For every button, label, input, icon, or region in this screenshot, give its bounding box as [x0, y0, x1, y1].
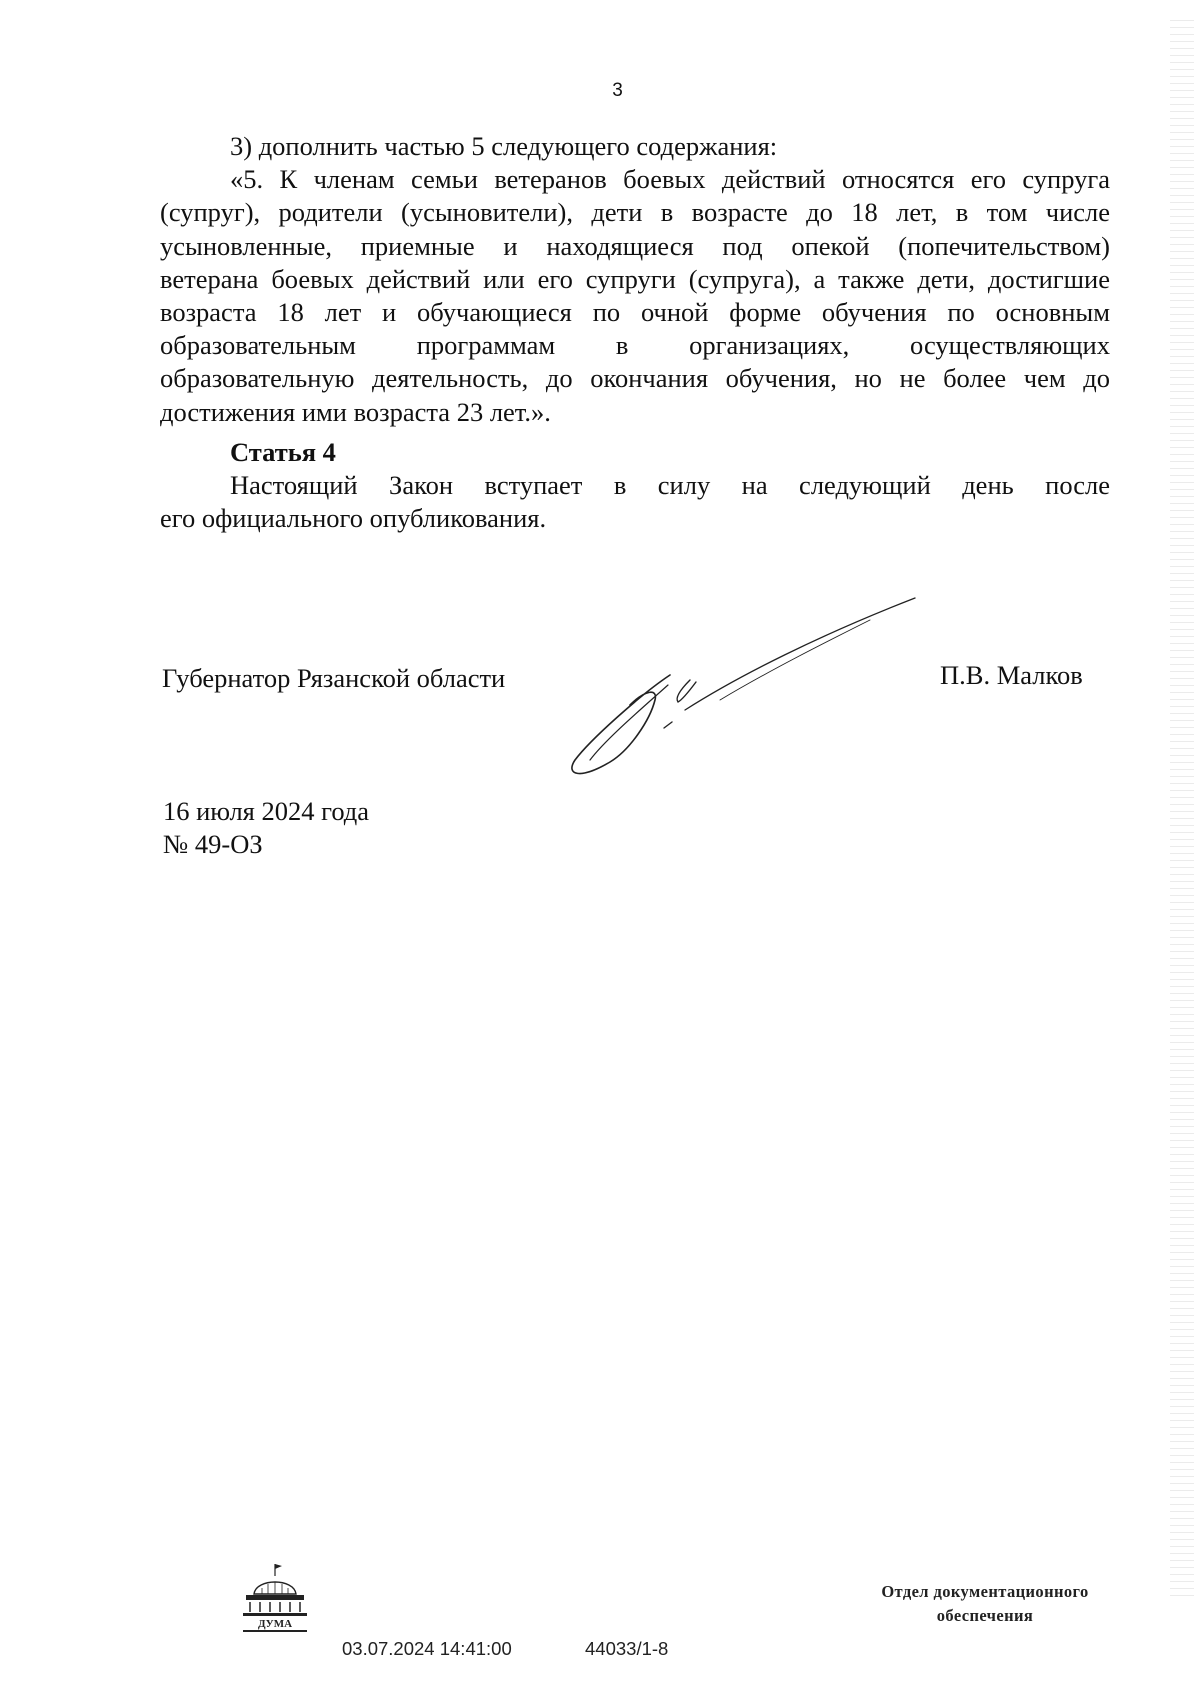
law-number: № 49-ОЗ: [163, 829, 263, 859]
quote-line: ветерана боевых действий или его супруги (супруга), а также дети, достигшие: [160, 263, 1110, 294]
law-date-block: [163, 795, 369, 861]
article-heading: Статья 4: [230, 437, 336, 467]
article-text-line: его официального опубликования.: [160, 503, 547, 534]
signer-name: П.В. Малков: [940, 660, 1083, 690]
law-date: 16 июля 2024 года: [163, 796, 370, 826]
department-line: Отдел документационного: [881, 1582, 1089, 1601]
scan-edge-noise: [1170, 20, 1194, 1600]
amendment-item-line: 3) дополнить частью 5 следующего содержания:: [230, 131, 778, 161]
article-block: [160, 436, 1110, 536]
handwritten-signature: [570, 590, 930, 790]
quote-line: (супруг), родители (усыновители), дети в возрасте до 18 лет, в том числе: [160, 197, 1110, 228]
department-line: обеспечения: [936, 1606, 1034, 1625]
quote-line: «5. К членам семьи ветеранов боевых действий относятся его супруга: [230, 164, 1110, 195]
duma-logo-text: ДУМА: [257, 1618, 293, 1630]
department-stamp: [835, 1580, 1135, 1628]
signer-title: Губернатор Рязанской области: [162, 663, 506, 693]
footer-registration-number: 44033/1-8: [585, 1638, 669, 1659]
quote-line: усыновленные, приемные и находящиеся под опекой (попечительством): [160, 230, 1110, 261]
amendment-block: [160, 130, 1110, 429]
quote-line: возраста 18 лет и обучающиеся по очной форме обучения по основным: [160, 297, 1110, 328]
article-text-line: Настоящий Закон вступает в силу на следующий день после: [230, 470, 1110, 501]
quote-line: образовательную деятельность, до окончания обучения, но не более чем до: [160, 363, 1110, 394]
footer-timestamp: 03.07.2024 14:41:00: [342, 1638, 512, 1659]
duma-building-icon: [240, 1562, 310, 1634]
amendment-quote: [160, 163, 1110, 429]
quote-line: образовательным программам в организациях, осуществляющих: [160, 330, 1110, 361]
quote-line: достижения ими возраста 23 лет.».: [160, 396, 551, 427]
page-number: 3: [612, 80, 623, 101]
